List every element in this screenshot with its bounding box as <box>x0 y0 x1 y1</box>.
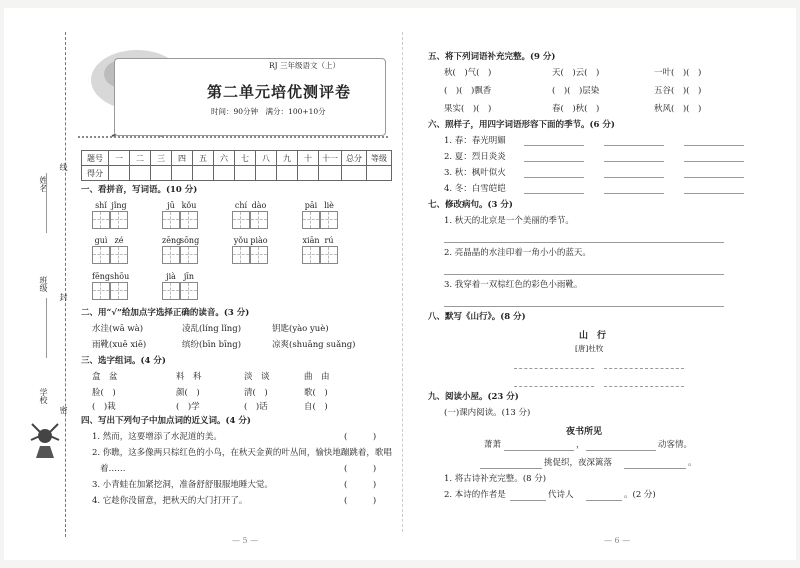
score-header-cell: 十一 <box>319 151 342 166</box>
q5-item[interactable]: 春( )秋( ) <box>552 104 600 114</box>
q5-item[interactable]: ( )( )层染 <box>552 86 600 96</box>
q5-item[interactable]: 秋( )气( ) <box>444 68 492 78</box>
q8-author: [唐]杜牧 <box>575 344 604 353</box>
poem-line-blank[interactable] <box>604 368 684 369</box>
score-header-cell: 等级 <box>367 151 392 166</box>
writing-box[interactable] <box>320 211 338 229</box>
q5-item[interactable]: 五谷( )( ) <box>654 86 702 96</box>
q9-line2b: 。 <box>688 458 697 468</box>
q4-item: 1. 然而，这要增添了水泥道的美。 <box>92 432 222 442</box>
answer-blank[interactable] <box>510 500 546 501</box>
q7-item: 1. 秋天的北京是一个美丽的季节。 <box>444 216 574 226</box>
q2-item[interactable]: 缤纷(bīn bīng) <box>182 340 242 350</box>
pinyin-label: sōng <box>180 236 200 245</box>
score-cell[interactable] <box>151 166 172 181</box>
pinyin-label: zēng <box>162 236 182 245</box>
q3-blank[interactable]: 歌( ) <box>304 388 328 398</box>
q3-group: 料 科 <box>176 372 202 382</box>
writing-box[interactable] <box>162 211 180 229</box>
q4-answer[interactable]: ( ) <box>344 464 377 474</box>
score-header-cell: 九 <box>277 151 298 166</box>
q2-heading: 二、用“√”给加点字选择正确的读音。(3 分) <box>81 308 250 318</box>
q1-heading: 一、看拼音，写词语。(10 分) <box>81 185 198 195</box>
pinyin-item <box>302 201 338 229</box>
header-tag: RJ 三年级语文（上） <box>269 61 341 70</box>
page-number-right: — 6 — <box>604 536 631 545</box>
writing-box[interactable] <box>250 246 268 264</box>
score-row-label: 得分 <box>82 166 109 181</box>
writing-box[interactable] <box>92 246 110 264</box>
q2-item[interactable]: 凌乱(líng lǐng) <box>182 324 242 334</box>
writing-box[interactable] <box>110 211 128 229</box>
q7-answer-line[interactable] <box>444 274 724 275</box>
pinyin-item <box>92 272 128 300</box>
pinyin-item <box>162 201 198 229</box>
poem-blank[interactable] <box>624 468 686 469</box>
q3-blank[interactable]: 颜( ) <box>176 388 200 398</box>
q6-answer-line[interactable] <box>684 177 744 178</box>
q9-q2c: 。(2 分) <box>624 490 656 500</box>
pinyin-item <box>162 236 198 264</box>
poem-line-blank[interactable] <box>604 386 684 387</box>
score-header-cell: 十 <box>298 151 319 166</box>
q3-heading: 三、选字组词。(4 分) <box>81 356 166 366</box>
q4-heading: 四、写出下列句子中加点词的近义词。(4 分) <box>81 416 251 426</box>
poem-blank[interactable] <box>480 468 542 469</box>
pinyin-item <box>232 236 268 264</box>
score-header-cell: 四 <box>172 151 193 166</box>
figure-icon <box>26 418 64 462</box>
q6-item: 1. 春：春光明媚 <box>444 136 506 146</box>
q2-item[interactable]: 雨靴(xuē xiē) <box>92 340 147 350</box>
q3-group: 盒 盆 <box>92 372 118 382</box>
writing-box[interactable] <box>110 282 128 300</box>
q7-item: 2. 亮晶晶的水洼印着一角小小的蓝天。 <box>444 248 591 258</box>
pinyin-label: shōu <box>110 272 130 281</box>
pinyin-label: chí <box>234 201 248 210</box>
score-cell[interactable] <box>109 166 130 181</box>
writing-box[interactable] <box>162 282 180 300</box>
q9-line1a: 萧萧 <box>484 440 502 450</box>
secret-mark: 密 <box>59 406 68 414</box>
pinyin-label: fēng <box>92 272 110 281</box>
score-cell[interactable] <box>130 166 151 181</box>
score-header-cell: 二 <box>130 151 151 166</box>
writing-box[interactable] <box>162 246 180 264</box>
score-header-cell: 七 <box>235 151 256 166</box>
q6-answer-line[interactable] <box>524 161 584 162</box>
score-header-cell: 题号 <box>82 151 109 166</box>
writing-box[interactable] <box>232 211 250 229</box>
q3-blank[interactable]: ( )学 <box>176 402 200 412</box>
q6-answer-line[interactable] <box>604 193 664 194</box>
writing-box[interactable] <box>232 246 250 264</box>
q2-item[interactable]: 钥匙(yào yuè) <box>272 324 329 334</box>
q6-answer-line[interactable] <box>684 193 744 194</box>
writing-box[interactable] <box>110 246 128 264</box>
q3-blank[interactable]: 自( ) <box>304 402 328 412</box>
q4-item: 4. 它趁你没留意，把秋天的大门打开了。 <box>92 496 248 506</box>
q3-blank[interactable]: ( )话 <box>244 402 268 412</box>
q6-item: 3. 秋：枫叶似火 <box>444 168 506 178</box>
page-number-left: — 5 — <box>232 536 259 545</box>
q6-answer-line[interactable] <box>524 145 584 146</box>
pinyin-label: jū <box>167 201 175 210</box>
q4-answer[interactable]: ( ) <box>344 496 377 506</box>
writing-box[interactable] <box>302 246 320 264</box>
pinyin-label: jǐng <box>111 201 127 210</box>
q3-group: 曲 由 <box>304 372 330 382</box>
q5-item[interactable]: ( )( )飘香 <box>444 86 492 96</box>
poem-blank[interactable] <box>504 450 574 451</box>
pinyin-label: xiān <box>302 236 320 245</box>
exam-title: 第二单元培优测评卷 <box>207 83 352 101</box>
q3-blank[interactable]: 清( ) <box>244 388 268 398</box>
score-header-cell: 五 <box>193 151 214 166</box>
q4-item: 着…… <box>100 464 126 474</box>
q5-item[interactable]: 秋风( )( ) <box>654 104 702 114</box>
q6-item: 2. 夏：烈日炎炎 <box>444 152 506 162</box>
pinyin-label: guì <box>94 236 108 245</box>
writing-box[interactable] <box>180 211 198 229</box>
q9-q2a: 2. 本诗的作者是 <box>444 490 506 500</box>
q6-answer-line[interactable] <box>604 161 664 162</box>
score-cell[interactable] <box>367 166 392 181</box>
q6-item: 4. 冬：白雪皑皑 <box>444 184 506 194</box>
score-cell[interactable] <box>319 166 342 181</box>
score-cell[interactable] <box>256 166 277 181</box>
pinyin-label: liè <box>324 201 334 210</box>
seal-mark: 封 <box>59 293 68 301</box>
score-header-cell: 总分 <box>342 151 367 166</box>
score-cell[interactable] <box>172 166 193 181</box>
q4-item: 2. 你瞧，这多像两只棕红色的小鸟，在秋天金黄的叶丛间，愉快地蹦跳着，歌唱 <box>92 448 392 458</box>
pinyin-item <box>302 236 338 264</box>
q8-poem-title: 山 行 <box>579 331 607 341</box>
writing-box[interactable] <box>250 211 268 229</box>
pinyin-label: dào <box>251 201 267 210</box>
answer-blank[interactable] <box>586 500 622 501</box>
writing-box[interactable] <box>92 211 110 229</box>
pinyin-label: pāi <box>304 201 318 210</box>
q5-item[interactable]: 一叶( )( ) <box>654 68 702 78</box>
writing-box[interactable] <box>320 246 338 264</box>
pinyin-label: jīn <box>183 272 195 281</box>
q4-answer[interactable]: ( ) <box>344 432 377 442</box>
q7-heading: 七、修改病句。(3 分) <box>428 200 513 210</box>
q8-heading: 八、默写《山行》。(8 分) <box>428 312 526 322</box>
q9-q2b: 代诗人 <box>548 490 574 500</box>
q5-item[interactable]: 天( )云( ) <box>552 68 600 78</box>
q9-poem-title: 夜书所见 <box>566 427 603 437</box>
q7-answer-line[interactable] <box>444 242 724 243</box>
score-cell[interactable] <box>235 166 256 181</box>
q2-item[interactable]: 凉爽(shuāng suǎng) <box>272 340 356 350</box>
title-box <box>114 58 386 136</box>
q5-item[interactable]: 果实( )( ) <box>444 104 492 114</box>
pinyin-label: shǐ <box>95 201 107 210</box>
pinyin-item <box>162 272 198 300</box>
q4-item: 3. 小青蛙在加紧挖洞，准备舒舒服服地睡大觉。 <box>92 480 273 490</box>
pinyin-label: piào <box>250 236 268 245</box>
writing-box[interactable] <box>302 211 320 229</box>
line-mark: 线 <box>59 163 68 171</box>
class-blank <box>46 298 47 358</box>
q5-heading: 五、将下列词语补充完整。(9 分) <box>428 52 556 62</box>
pinyin-label: kǒu <box>181 201 197 210</box>
class-label: 班级 <box>39 276 48 292</box>
binding-line <box>65 32 66 537</box>
q6-answer-line[interactable] <box>524 177 584 178</box>
q6-answer-line[interactable] <box>604 145 664 146</box>
q9-heading: 九、阅读小屋。(23 分) <box>428 392 519 402</box>
q3-group: 淡 谈 <box>244 372 270 382</box>
pinyin-item <box>92 201 128 229</box>
score-header-cell: 六 <box>214 151 235 166</box>
page-divider <box>402 32 403 532</box>
writing-box[interactable] <box>92 282 110 300</box>
q9-line1c: 动客情。 <box>658 440 693 450</box>
q3-blank[interactable]: ( )栽 <box>92 402 116 412</box>
q7-item: 3. 我穿着一双棕红色的彩色小雨靴。 <box>444 280 583 290</box>
score-header-cell: 三 <box>151 151 172 166</box>
q6-answer-line[interactable] <box>684 161 744 162</box>
q9-subheading: (一)课内阅读。(13 分) <box>444 408 531 418</box>
writing-box[interactable] <box>180 282 198 300</box>
q6-answer-line[interactable] <box>524 193 584 194</box>
name-label: 姓名 <box>39 176 48 192</box>
pinyin-item <box>232 201 268 229</box>
q3-blank[interactable]: 脸( ) <box>92 388 116 398</box>
score-cell[interactable] <box>342 166 367 181</box>
score-header-cell: 一 <box>109 151 130 166</box>
pinyin-label: zé <box>114 236 124 245</box>
pinyin-label: rú <box>324 236 334 245</box>
q6-answer-line[interactable] <box>604 177 664 178</box>
poem-blank[interactable] <box>586 450 656 451</box>
score-header-cell: 八 <box>256 151 277 166</box>
score-table <box>81 150 392 181</box>
q9-line2a: 挑促织，夜深篱落 <box>544 458 613 468</box>
score-cell[interactable] <box>277 166 298 181</box>
title-divider <box>78 136 388 138</box>
q9-q1: 1. 将古诗补充完整。(8 分) <box>444 474 547 484</box>
writing-box[interactable] <box>180 246 198 264</box>
q6-heading: 六、照样子，用四字词语形容下面的季节。(6 分) <box>428 120 615 130</box>
name-blank <box>46 173 47 233</box>
q2-item[interactable]: 水洼(wā wà) <box>92 324 144 334</box>
exam-sheet <box>4 8 796 560</box>
q7-answer-line[interactable] <box>444 306 724 307</box>
q6-answer-line[interactable] <box>684 145 744 146</box>
poem-line-blank[interactable] <box>514 386 594 387</box>
pinyin-item <box>92 236 128 264</box>
school-label: 学校 <box>39 388 48 404</box>
score-cell[interactable] <box>298 166 319 181</box>
score-cell[interactable] <box>193 166 214 181</box>
pinyin-label: jià <box>166 272 176 281</box>
q9-line1b: ， <box>576 440 585 450</box>
pinyin-label: yǒu <box>233 236 249 245</box>
time-info: 时间：90分钟 满分：100+10分 <box>211 107 326 116</box>
q4-answer[interactable]: ( ) <box>344 480 377 490</box>
poem-line-blank[interactable] <box>514 368 594 369</box>
score-cell[interactable] <box>214 166 235 181</box>
